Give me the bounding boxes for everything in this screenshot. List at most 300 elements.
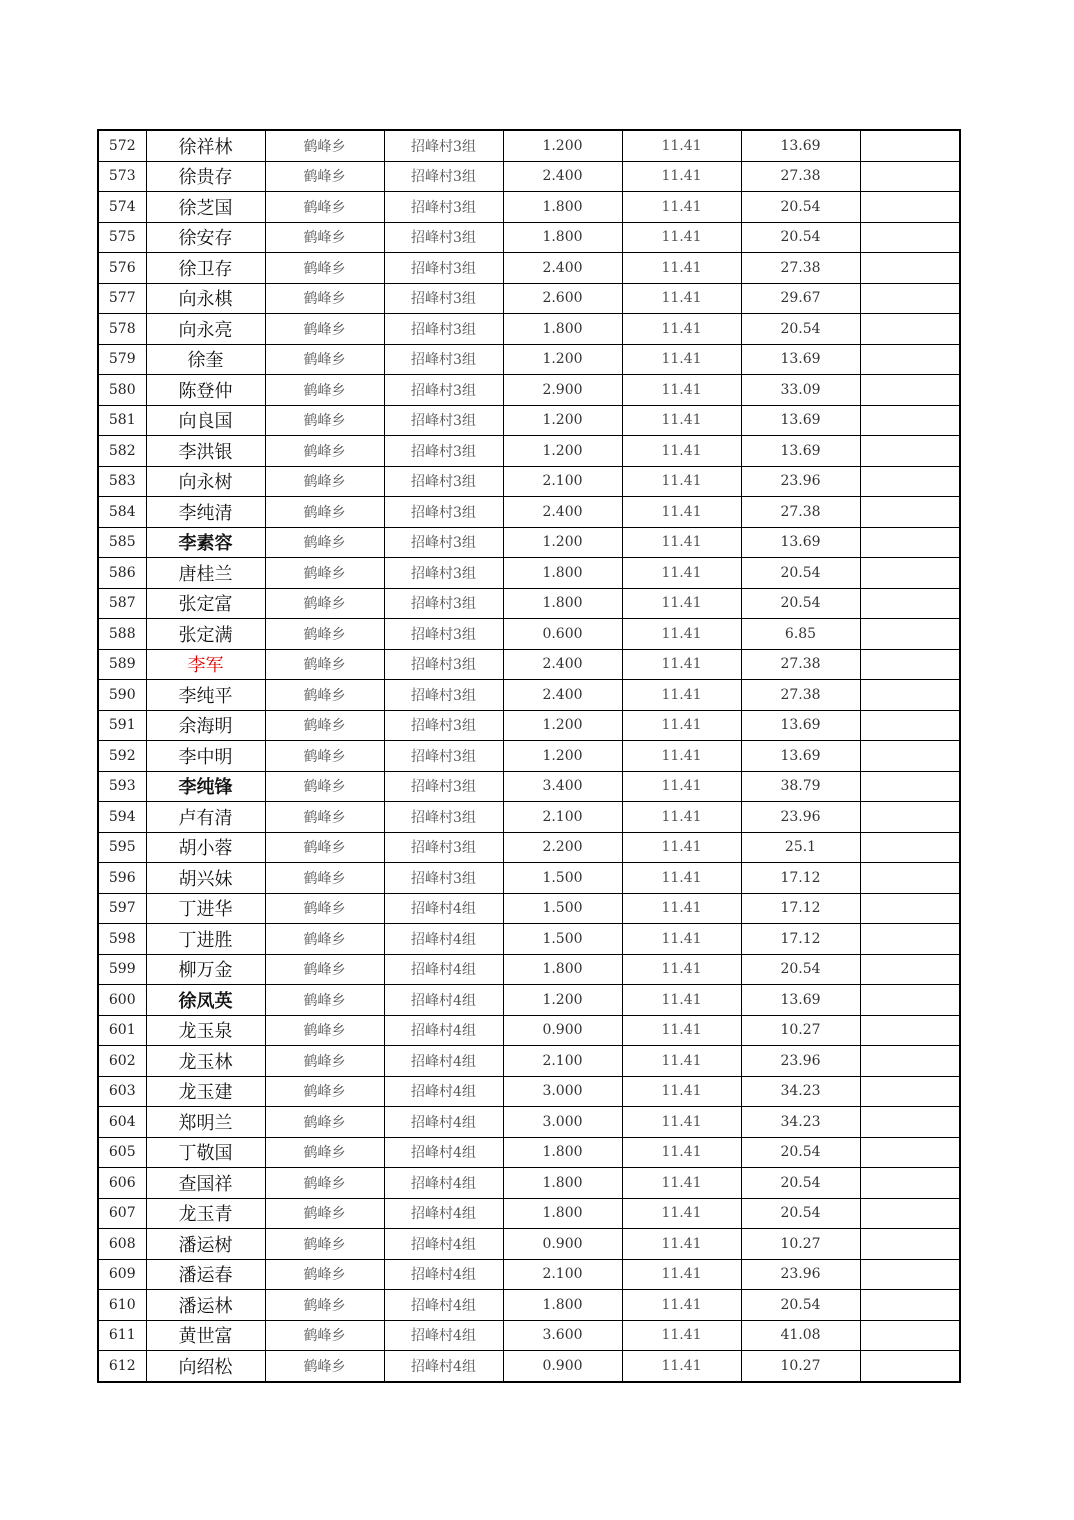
area-cell: 2.900 [503,375,622,406]
name-cell: 向绍松 [146,1351,265,1382]
note-cell [860,344,960,375]
rate-cell: 11.41 [622,1046,741,1077]
area-cell: 2.400 [503,253,622,284]
table-row [98,1015,960,1046]
name-cell: 丁进胜 [146,924,265,955]
row-number-cell: 605 [98,1137,146,1168]
row-number-cell: 590 [98,680,146,711]
row-number-cell: 581 [98,405,146,436]
name-cell: 龙玉青 [146,1198,265,1229]
area-cell: 0.900 [503,1015,622,1046]
name-cell: 潘运林 [146,1290,265,1321]
note-cell [860,314,960,345]
rate-cell: 11.41 [622,1076,741,1107]
rate-cell: 11.41 [622,802,741,833]
name-cell: 柳万金 [146,954,265,985]
row-number-cell: 588 [98,619,146,650]
area-cell: 2.100 [503,802,622,833]
village-cell: 招峰村4组 [384,893,503,924]
table-row [98,985,960,1016]
rate-cell: 11.41 [622,1168,741,1199]
note-cell [860,954,960,985]
name-cell: 龙玉泉 [146,1015,265,1046]
rate-cell: 11.41 [622,314,741,345]
amount-cell: 17.12 [741,893,860,924]
row-number-cell: 580 [98,375,146,406]
village-cell: 招峰村4组 [384,1259,503,1290]
village-cell: 招峰村3组 [384,771,503,802]
note-cell [860,863,960,894]
table-row [98,924,960,955]
area-cell: 0.900 [503,1229,622,1260]
table-row [98,863,960,894]
row-number-cell: 589 [98,649,146,680]
note-cell [860,558,960,589]
table-row [98,1351,960,1382]
amount-cell: 23.96 [741,1046,860,1077]
area-cell: 1.200 [503,436,622,467]
row-number-cell: 583 [98,466,146,497]
area-cell: 3.600 [503,1320,622,1351]
table-row [98,1259,960,1290]
note-cell [860,924,960,955]
name-cell: 郑明兰 [146,1107,265,1138]
township-cell: 鹤峰乡 [265,466,384,497]
rate-cell: 11.41 [622,985,741,1016]
note-cell [860,680,960,711]
name-cell: 黄世富 [146,1320,265,1351]
amount-cell: 38.79 [741,771,860,802]
row-number-cell: 609 [98,1259,146,1290]
village-cell: 招峰村4组 [384,954,503,985]
rate-cell: 11.41 [622,588,741,619]
township-cell: 鹤峰乡 [265,985,384,1016]
village-cell: 招峰村3组 [384,588,503,619]
name-cell: 查国祥 [146,1168,265,1199]
village-cell: 招峰村3组 [384,832,503,863]
name-cell: 潘运春 [146,1259,265,1290]
name-cell: 向永棋 [146,283,265,314]
row-number-cell: 592 [98,741,146,772]
name-cell: 李纯平 [146,680,265,711]
rate-cell: 11.41 [622,1320,741,1351]
row-number-cell: 601 [98,1015,146,1046]
table-row [98,436,960,467]
note-cell [860,375,960,406]
rate-cell: 11.41 [622,436,741,467]
rate-cell: 11.41 [622,1259,741,1290]
village-cell: 招峰村4组 [384,1107,503,1138]
row-number-cell: 578 [98,314,146,345]
amount-cell: 13.69 [741,710,860,741]
area-cell: 1.200 [503,405,622,436]
name-cell: 徐奎 [146,344,265,375]
amount-cell: 23.96 [741,802,860,833]
township-cell: 鹤峰乡 [265,497,384,528]
note-cell [860,1320,960,1351]
row-number-cell: 587 [98,588,146,619]
rate-cell: 11.41 [622,954,741,985]
name-cell: 李纯锋 [146,771,265,802]
table-row [98,344,960,375]
area-cell: 0.900 [503,1351,622,1382]
row-number-cell: 598 [98,924,146,955]
table-row [98,192,960,223]
rate-cell: 11.41 [622,924,741,955]
name-cell: 李纯清 [146,497,265,528]
township-cell: 鹤峰乡 [265,1168,384,1199]
table-row [98,1198,960,1229]
amount-cell: 27.38 [741,649,860,680]
rate-cell: 11.41 [622,1351,741,1382]
row-number-cell: 607 [98,1198,146,1229]
rate-cell: 11.41 [622,344,741,375]
village-cell: 招峰村3组 [384,375,503,406]
row-number-cell: 610 [98,1290,146,1321]
rate-cell: 11.41 [622,161,741,192]
village-cell: 招峰村3组 [384,741,503,772]
name-cell: 张定富 [146,588,265,619]
township-cell: 鹤峰乡 [265,863,384,894]
name-cell: 徐卫存 [146,253,265,284]
row-number-cell: 572 [98,130,146,161]
table-row [98,466,960,497]
amount-cell: 34.23 [741,1107,860,1138]
amount-cell: 10.27 [741,1015,860,1046]
name-cell: 丁进华 [146,893,265,924]
rate-cell: 11.41 [622,558,741,589]
area-cell: 3.000 [503,1107,622,1138]
township-cell: 鹤峰乡 [265,710,384,741]
amount-cell: 27.38 [741,680,860,711]
name-cell: 徐凤英 [146,985,265,1016]
village-cell: 招峰村3组 [384,130,503,161]
village-cell: 招峰村3组 [384,405,503,436]
amount-cell: 20.54 [741,1137,860,1168]
township-cell: 鹤峰乡 [265,802,384,833]
rate-cell: 11.41 [622,710,741,741]
note-cell [860,649,960,680]
note-cell [860,497,960,528]
amount-cell: 25.1 [741,832,860,863]
area-cell: 2.600 [503,283,622,314]
village-cell: 招峰村4组 [384,1290,503,1321]
village-cell: 招峰村3组 [384,863,503,894]
rate-cell: 11.41 [622,680,741,711]
name-cell: 胡小蓉 [146,832,265,863]
village-cell: 招峰村3组 [384,619,503,650]
table-row [98,253,960,284]
table-row [98,741,960,772]
township-cell: 鹤峰乡 [265,192,384,223]
amount-cell: 27.38 [741,161,860,192]
row-number-cell: 577 [98,283,146,314]
note-cell [860,619,960,650]
area-cell: 1.800 [503,954,622,985]
row-number-cell: 575 [98,222,146,253]
row-number-cell: 576 [98,253,146,284]
village-cell: 招峰村3组 [384,161,503,192]
rate-cell: 11.41 [622,130,741,161]
table-row [98,314,960,345]
note-cell [860,1351,960,1382]
table-row [98,1229,960,1260]
table-row [98,1168,960,1199]
name-cell: 潘运树 [146,1229,265,1260]
amount-cell: 10.27 [741,1229,860,1260]
rate-cell: 11.41 [622,1015,741,1046]
township-cell: 鹤峰乡 [265,344,384,375]
village-cell: 招峰村3组 [384,192,503,223]
township-cell: 鹤峰乡 [265,283,384,314]
township-cell: 鹤峰乡 [265,161,384,192]
row-number-cell: 593 [98,771,146,802]
note-cell [860,283,960,314]
village-cell: 招峰村4组 [384,1168,503,1199]
table-row [98,222,960,253]
village-cell: 招峰村3组 [384,649,503,680]
table-row [98,558,960,589]
township-cell: 鹤峰乡 [265,649,384,680]
village-cell: 招峰村3组 [384,802,503,833]
amount-cell: 13.69 [741,436,860,467]
township-cell: 鹤峰乡 [265,405,384,436]
township-cell: 鹤峰乡 [265,253,384,284]
amount-cell: 13.69 [741,130,860,161]
village-cell: 招峰村4组 [384,1076,503,1107]
table-row [98,680,960,711]
rate-cell: 11.41 [622,863,741,894]
row-number-cell: 606 [98,1168,146,1199]
area-cell: 1.800 [503,1198,622,1229]
amount-cell: 34.23 [741,1076,860,1107]
area-cell: 1.500 [503,924,622,955]
village-cell: 招峰村4组 [384,1229,503,1260]
rate-cell: 11.41 [622,1229,741,1260]
township-cell: 鹤峰乡 [265,558,384,589]
amount-cell: 20.54 [741,1168,860,1199]
township-cell: 鹤峰乡 [265,1137,384,1168]
area-cell: 1.800 [503,588,622,619]
village-cell: 招峰村3组 [384,283,503,314]
rate-cell: 11.41 [622,222,741,253]
note-cell [860,1046,960,1077]
village-cell: 招峰村4组 [384,1198,503,1229]
name-cell: 卢有清 [146,802,265,833]
area-cell: 2.100 [503,1046,622,1077]
table-row [98,1107,960,1138]
row-number-cell: 594 [98,802,146,833]
amount-cell: 20.54 [741,1290,860,1321]
area-cell: 2.200 [503,832,622,863]
area-cell: 1.800 [503,314,622,345]
note-cell [860,893,960,924]
area-cell: 1.800 [503,192,622,223]
amount-cell: 20.54 [741,954,860,985]
name-cell: 徐安存 [146,222,265,253]
name-cell: 余海明 [146,710,265,741]
amount-cell: 41.08 [741,1320,860,1351]
township-cell: 鹤峰乡 [265,1107,384,1138]
village-cell: 招峰村3组 [384,436,503,467]
note-cell [860,466,960,497]
township-cell: 鹤峰乡 [265,436,384,467]
note-cell [860,436,960,467]
name-cell: 李洪银 [146,436,265,467]
amount-cell: 17.12 [741,924,860,955]
area-cell: 3.000 [503,1076,622,1107]
amount-cell: 23.96 [741,466,860,497]
amount-cell: 6.85 [741,619,860,650]
row-number-cell: 608 [98,1229,146,1260]
area-cell: 1.200 [503,344,622,375]
note-cell [860,588,960,619]
amount-cell: 23.96 [741,1259,860,1290]
village-cell: 招峰村3组 [384,680,503,711]
note-cell [860,710,960,741]
rate-cell: 11.41 [622,527,741,558]
table-row [98,1137,960,1168]
row-number-cell: 600 [98,985,146,1016]
rate-cell: 11.41 [622,771,741,802]
area-cell: 1.200 [503,527,622,558]
table-row [98,497,960,528]
row-number-cell: 573 [98,161,146,192]
township-cell: 鹤峰乡 [265,1320,384,1351]
village-cell: 招峰村3组 [384,344,503,375]
village-cell: 招峰村4组 [384,1320,503,1351]
note-cell [860,1107,960,1138]
name-cell: 李素容 [146,527,265,558]
row-number-cell: 604 [98,1107,146,1138]
note-cell [860,985,960,1016]
township-cell: 鹤峰乡 [265,588,384,619]
amount-cell: 13.69 [741,985,860,1016]
area-cell: 1.200 [503,741,622,772]
row-number-cell: 582 [98,436,146,467]
rate-cell: 11.41 [622,832,741,863]
township-cell: 鹤峰乡 [265,314,384,345]
name-cell: 徐贵存 [146,161,265,192]
name-cell: 徐祥林 [146,130,265,161]
area-cell: 1.200 [503,710,622,741]
name-cell: 陈登仲 [146,375,265,406]
note-cell [860,1259,960,1290]
note-cell [860,161,960,192]
note-cell [860,1076,960,1107]
table-row [98,832,960,863]
note-cell [860,832,960,863]
table-row [98,893,960,924]
area-cell: 1.200 [503,130,622,161]
name-cell: 龙玉林 [146,1046,265,1077]
township-cell: 鹤峰乡 [265,1229,384,1260]
amount-cell: 13.69 [741,527,860,558]
row-number-cell: 579 [98,344,146,375]
note-cell [860,802,960,833]
note-cell [860,527,960,558]
table-row [98,710,960,741]
table-row [98,771,960,802]
name-cell: 李中明 [146,741,265,772]
township-cell: 鹤峰乡 [265,954,384,985]
note-cell [860,405,960,436]
area-cell: 2.400 [503,680,622,711]
area-cell: 2.100 [503,466,622,497]
area-cell: 3.400 [503,771,622,802]
area-cell: 1.800 [503,1290,622,1321]
table-row [98,527,960,558]
row-number-cell: 585 [98,527,146,558]
row-number-cell: 602 [98,1046,146,1077]
village-cell: 招峰村3组 [384,497,503,528]
table-row [98,161,960,192]
rate-cell: 11.41 [622,1107,741,1138]
area-cell: 2.400 [503,161,622,192]
township-cell: 鹤峰乡 [265,1290,384,1321]
row-number-cell: 574 [98,192,146,223]
amount-cell: 17.12 [741,863,860,894]
village-cell: 招峰村3组 [384,466,503,497]
amount-cell: 27.38 [741,497,860,528]
village-cell: 招峰村3组 [384,527,503,558]
township-cell: 鹤峰乡 [265,1259,384,1290]
area-cell: 0.600 [503,619,622,650]
rate-cell: 11.41 [622,466,741,497]
area-cell: 1.800 [503,558,622,589]
village-cell: 招峰村3组 [384,222,503,253]
rate-cell: 11.41 [622,1198,741,1229]
village-cell: 招峰村4组 [384,1137,503,1168]
note-cell [860,1290,960,1321]
row-number-cell: 612 [98,1351,146,1382]
rate-cell: 11.41 [622,1290,741,1321]
table-row [98,1290,960,1321]
table-row [98,1046,960,1077]
village-cell: 招峰村4组 [384,1015,503,1046]
township-cell: 鹤峰乡 [265,741,384,772]
row-number-cell: 586 [98,558,146,589]
row-number-cell: 603 [98,1076,146,1107]
township-cell: 鹤峰乡 [265,924,384,955]
name-cell: 徐芝国 [146,192,265,223]
township-cell: 鹤峰乡 [265,771,384,802]
table-row [98,1076,960,1107]
row-number-cell: 595 [98,832,146,863]
table-row [98,130,960,161]
name-cell: 李军 [146,649,265,680]
note-cell [860,1198,960,1229]
table-row [98,802,960,833]
township-cell: 鹤峰乡 [265,1198,384,1229]
note-cell [860,253,960,284]
table-row [98,283,960,314]
amount-cell: 13.69 [741,344,860,375]
township-cell: 鹤峰乡 [265,1046,384,1077]
rate-cell: 11.41 [622,192,741,223]
name-cell: 丁敬国 [146,1137,265,1168]
village-cell: 招峰村4组 [384,985,503,1016]
rate-cell: 11.41 [622,649,741,680]
village-cell: 招峰村4组 [384,924,503,955]
table-row [98,649,960,680]
amount-cell: 20.54 [741,222,860,253]
township-cell: 鹤峰乡 [265,832,384,863]
name-cell: 胡兴妹 [146,863,265,894]
name-cell: 张定满 [146,619,265,650]
township-cell: 鹤峰乡 [265,893,384,924]
area-cell: 1.800 [503,1168,622,1199]
